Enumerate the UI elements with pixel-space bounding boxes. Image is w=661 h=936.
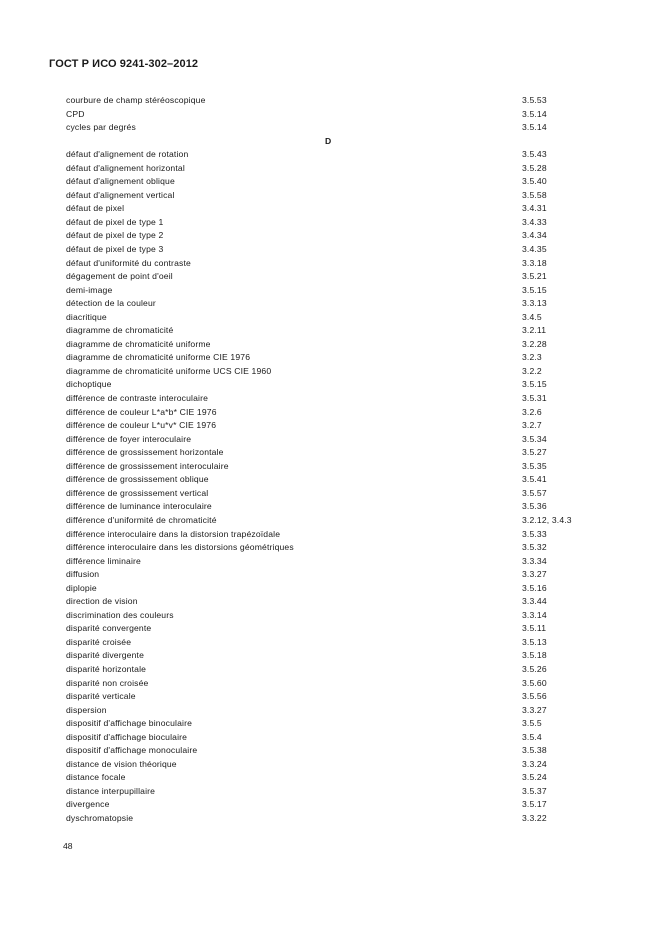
index-term: distance focale xyxy=(66,772,126,783)
index-term: diagramme de chromaticité uniforme CIE 1976 xyxy=(66,352,251,363)
index-reference: 3.5.28 xyxy=(522,162,547,173)
index-entry xyxy=(66,555,586,569)
index-reference: 3.2.12, 3.4.3 xyxy=(522,514,572,525)
index-term: discrimination des couleurs xyxy=(66,609,174,620)
index-term: cycles par degrés xyxy=(66,122,136,133)
index-entry xyxy=(66,297,586,311)
index-entry xyxy=(66,460,586,474)
index-entry xyxy=(66,406,586,420)
index-reference: 3.5.15 xyxy=(522,379,547,390)
index-term: différence de grossissement interoculaire xyxy=(66,460,229,471)
index-term: différence interoculaire dans la distorsion trapézoïdale xyxy=(66,528,281,539)
index-entry xyxy=(66,528,586,542)
index-term: disparité verticale xyxy=(66,691,136,702)
index-reference: 3.5.60 xyxy=(522,677,547,688)
index-term: dispositif d'affichage binoculaire xyxy=(66,718,193,729)
index-term: défaut de pixel xyxy=(66,203,125,214)
index-term: défaut de pixel de type 1 xyxy=(66,216,164,227)
index-entry xyxy=(66,351,586,365)
index-entry xyxy=(66,94,586,108)
index-reference: 3.3.44 xyxy=(522,596,547,607)
index-reference: 3.5.56 xyxy=(522,691,547,702)
index-entry xyxy=(66,284,586,298)
index-term: différence de luminance interoculaire xyxy=(66,501,212,512)
index-entry xyxy=(66,446,586,460)
index-entry xyxy=(66,798,586,812)
index-reference: 3.5.15 xyxy=(522,284,547,295)
index-reference: 3.5.16 xyxy=(522,582,547,593)
letter-heading-text: D xyxy=(325,135,332,146)
index-entry xyxy=(66,202,586,216)
index-entry xyxy=(66,541,586,555)
index-term: différence d'uniformité de chromaticité xyxy=(66,514,217,525)
index-term: différence de contraste interoculaire xyxy=(66,393,209,404)
index-entry xyxy=(66,487,586,501)
index-entry xyxy=(66,392,586,406)
index-term: disparité croisée xyxy=(66,636,132,647)
index-entry xyxy=(66,677,586,691)
index-reference: 3.3.34 xyxy=(522,555,547,566)
index-reference: 3.4.35 xyxy=(522,244,547,255)
index-entry xyxy=(66,622,586,636)
index-reference: 3.5.58 xyxy=(522,189,547,200)
index-entry xyxy=(66,568,586,582)
index-term: diffusion xyxy=(66,569,100,580)
index-term: diagramme de chromaticité xyxy=(66,325,174,336)
index-entry xyxy=(66,704,586,718)
index-entry xyxy=(66,731,586,745)
index-entry xyxy=(66,758,586,772)
index-reference: 3.5.34 xyxy=(522,433,547,444)
index-term: diplopie xyxy=(66,582,97,593)
index-term: différence interoculaire dans les distorsions géométriques xyxy=(66,542,294,553)
index-term: défaut d'alignement de rotation xyxy=(66,149,189,160)
index-reference: 3.4.33 xyxy=(522,216,547,227)
index-term: demi-image xyxy=(66,284,113,295)
index-reference: 3.3.27 xyxy=(522,704,547,715)
index-term: dispersion xyxy=(66,704,107,715)
index-reference: 3.5.41 xyxy=(522,474,547,485)
index-entry xyxy=(66,500,586,514)
index-entry xyxy=(66,108,586,122)
index-reference: 3.5.38 xyxy=(522,745,547,756)
index-term: disparité divergente xyxy=(66,650,145,661)
index-entry xyxy=(66,324,586,338)
index-reference: 3.4.34 xyxy=(522,230,547,241)
index-reference: 3.5.32 xyxy=(522,542,547,553)
index-term: distance de vision théorique xyxy=(66,758,177,769)
index-entry xyxy=(66,148,586,162)
index-entry xyxy=(66,121,586,135)
index-entry xyxy=(66,270,586,284)
index-term: dichoptique xyxy=(66,379,112,390)
index-entry xyxy=(66,771,586,785)
index-entry xyxy=(66,419,586,433)
index-entry xyxy=(66,338,586,352)
index-reference: 3.5.17 xyxy=(522,799,547,810)
index-reference: 3.2.11 xyxy=(522,325,547,336)
index-entry xyxy=(66,595,586,609)
index-entry xyxy=(66,649,586,663)
index-reference: 3.5.53 xyxy=(522,95,547,105)
index-reference: 3.2.7 xyxy=(522,420,542,431)
index-entry xyxy=(66,663,586,677)
index-reference: 3.5.27 xyxy=(522,447,547,458)
index-entry xyxy=(66,609,586,623)
index-reference: 3.4.31 xyxy=(522,203,547,214)
index-reference: 3.2.6 xyxy=(522,406,542,417)
index-reference: 3.5.40 xyxy=(522,176,547,187)
index-entry xyxy=(66,514,586,528)
index-term: différence liminaire xyxy=(66,555,141,566)
index-entry xyxy=(66,582,586,596)
index-reference: 3.5.37 xyxy=(522,785,547,796)
index-term: courbure de champ stéréoscopique xyxy=(66,95,206,105)
index-term: distance interpupillaire xyxy=(66,785,156,796)
index-entry xyxy=(66,378,586,392)
index-entry xyxy=(66,785,586,799)
index-entry xyxy=(66,216,586,230)
index-reference: 3.2.3 xyxy=(522,352,542,363)
index-reference: 3.5.43 xyxy=(522,149,547,160)
index-term: défaut de pixel de type 2 xyxy=(66,230,164,241)
index-term: diagramme de chromaticité uniforme xyxy=(66,338,211,349)
index-reference: 3.5.33 xyxy=(522,528,547,539)
index-entry xyxy=(66,473,586,487)
index-term: différence de couleur L*u*v* CIE 1976 xyxy=(66,420,217,431)
index-term: dégagement de point d'oeil xyxy=(66,271,173,282)
index-term: différence de grossissement horizontale xyxy=(66,447,224,458)
index-reference: 3.3.27 xyxy=(522,569,547,580)
index-reference: 3.5.18 xyxy=(522,650,547,661)
index-term: détection de la couleur xyxy=(66,298,156,309)
page-number: 48 xyxy=(63,841,73,851)
index-reference: 3.5.11 xyxy=(522,623,547,634)
index-entry xyxy=(66,365,586,379)
index-reference: 3.4.5 xyxy=(522,311,542,322)
index-entry xyxy=(66,175,586,189)
index-term: différence de couleur L*a*b* CIE 1976 xyxy=(66,406,217,417)
index-term: diagramme de chromaticité uniforme UCS CIE 1960 xyxy=(66,365,272,376)
index-reference: 3.3.14 xyxy=(522,609,547,620)
index-term: direction de vision xyxy=(66,596,138,607)
index-reference: 3.5.26 xyxy=(522,663,547,674)
index-reference: 3.5.36 xyxy=(522,501,547,512)
index-term: CPD xyxy=(66,108,85,119)
index-entry xyxy=(66,690,586,704)
index-reference: 3.5.31 xyxy=(522,393,547,404)
index-reference: 3.2.2 xyxy=(522,365,542,376)
index-entry xyxy=(66,229,586,243)
index-term: divergence xyxy=(66,799,110,810)
index-entry xyxy=(66,162,586,176)
index-entry xyxy=(66,433,586,447)
index-term: différence de grossissement oblique xyxy=(66,474,209,485)
index-entry xyxy=(66,311,586,325)
index-reference: 3.3.18 xyxy=(522,257,547,268)
index-reference: 3.5.14 xyxy=(522,108,547,119)
index-term: disparité non croisée xyxy=(66,677,149,688)
index-term: défaut d'alignement oblique xyxy=(66,176,175,187)
index-term: défaut d'alignement horizontal xyxy=(66,162,185,173)
index-entry xyxy=(66,257,586,271)
index-term: disparité convergente xyxy=(66,623,152,634)
index-entry xyxy=(66,636,586,650)
index-term: différence de foyer interoculaire xyxy=(66,433,192,444)
index-entry xyxy=(66,189,586,203)
index-reference: 3.3.22 xyxy=(522,812,547,823)
index-entry xyxy=(66,717,586,731)
index-reference: 3.5.21 xyxy=(522,271,547,282)
index-reference: 3.3.13 xyxy=(522,298,547,309)
index-term: défaut d'uniformité du contraste xyxy=(66,257,191,268)
index-term: dispositif d'affichage monoculaire xyxy=(66,745,198,756)
index-term: dyschromatopsie xyxy=(66,812,134,823)
index-entry xyxy=(66,812,586,826)
index-list xyxy=(66,94,586,826)
index-term: défaut d'alignement vertical xyxy=(66,189,175,200)
document-header: ГОСТ Р ИСО 9241-302–2012 xyxy=(49,58,199,70)
index-entry xyxy=(66,243,586,257)
index-reference: 3.5.5 xyxy=(522,718,542,729)
index-letter-heading xyxy=(66,135,586,149)
index-reference: 3.3.24 xyxy=(522,758,547,769)
index-term: diacritique xyxy=(66,311,107,322)
index-reference: 3.5.14 xyxy=(522,122,547,133)
index-reference: 3.2.28 xyxy=(522,338,547,349)
index-reference: 3.5.57 xyxy=(522,487,547,498)
index-term: défaut de pixel de type 3 xyxy=(66,244,164,255)
index-term: différence de grossissement vertical xyxy=(66,487,209,498)
index-reference: 3.5.35 xyxy=(522,460,547,471)
index-reference: 3.5.13 xyxy=(522,636,547,647)
index-term: disparité horizontale xyxy=(66,663,147,674)
index-entry xyxy=(66,744,586,758)
index-term: dispositif d'affichage bioculaire xyxy=(66,731,188,742)
index-reference: 3.5.4 xyxy=(522,731,542,742)
index-reference: 3.5.24 xyxy=(522,772,547,783)
